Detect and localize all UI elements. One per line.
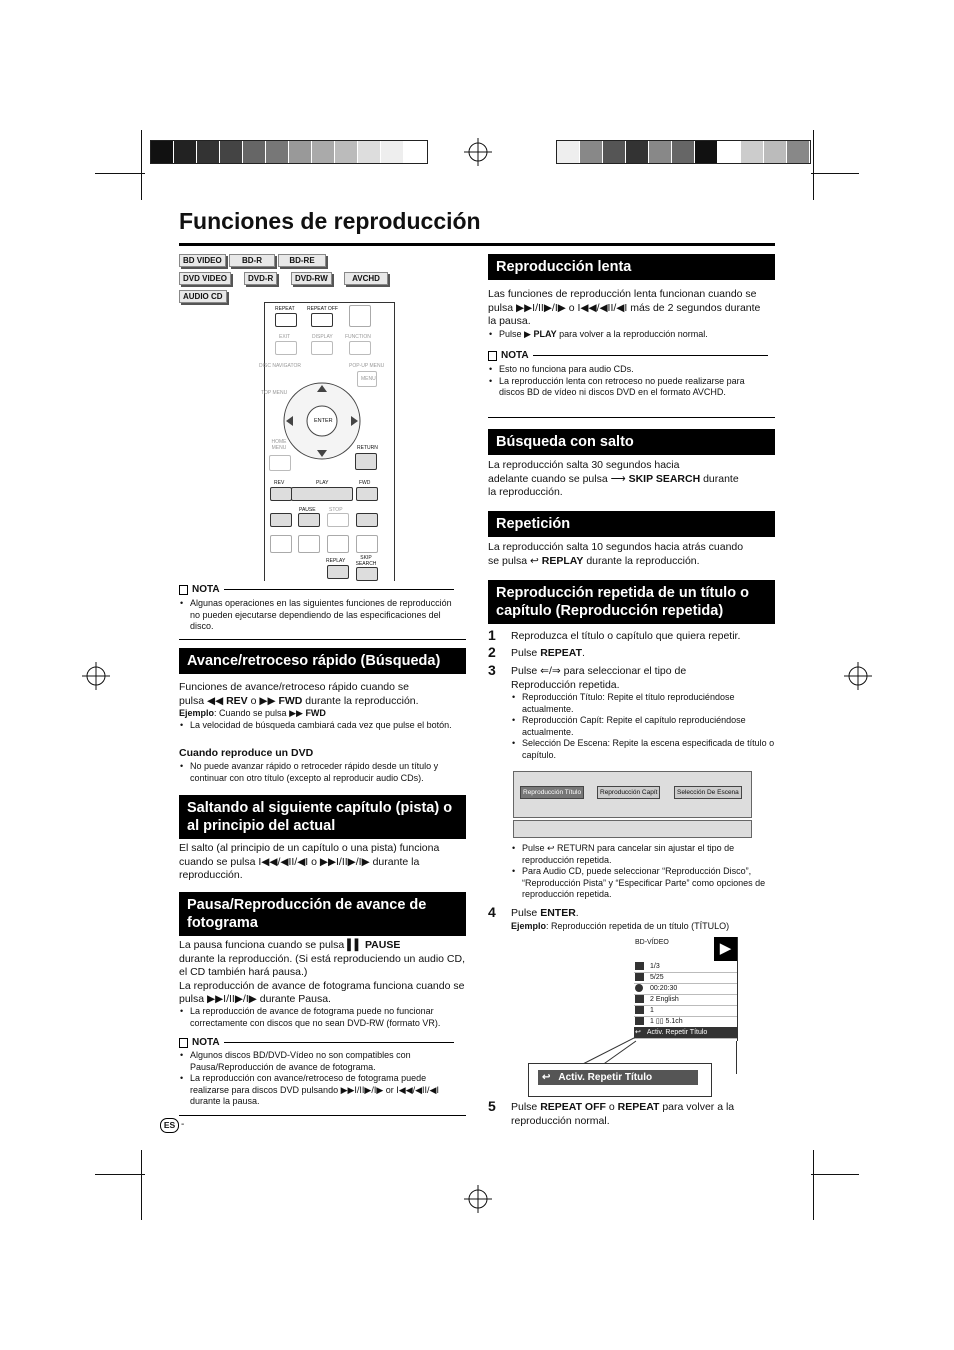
nota-heading xyxy=(179,584,454,595)
remote-label-menu: MENU xyxy=(361,376,376,382)
badge-bd-video: BD VIDEO xyxy=(179,254,226,267)
avance-bullet: • La velocidad de búsqueda cambiará cada vez que pulse el botón. xyxy=(179,720,469,732)
lenta-bullet-post: para volver a la reproducción normal. xyxy=(559,329,708,339)
lenta-text: Las funciones de reproducción lenta funcionan cuando se pulsa ▶▶I/II▶/I▶ o I◀◀/◀II/◀I más de 2 segundos durante la pausa. xyxy=(488,288,761,327)
audio-icon xyxy=(635,995,644,1003)
avance-dvd-list xyxy=(179,761,469,784)
step-4-example xyxy=(511,921,781,933)
remote-label-return: RETURN xyxy=(357,445,378,451)
step-2-pre: Pulse xyxy=(511,647,538,659)
step-3-text: Pulse ⇐/⇒ para seleccionar el tipo de Reproducción repetida. xyxy=(511,665,687,691)
registration-mark xyxy=(844,662,872,690)
crop-mark xyxy=(95,1174,145,1175)
remote-return-button xyxy=(355,453,377,470)
nota-label: NOTA xyxy=(192,1037,220,1048)
saltando-text: El salto (al principio de un capítulo o una pista) funciona cuando se pulsa I◀◀/◀II/◀I o ▶▶I/II▶/I▶ durante la reproducción. xyxy=(179,842,440,881)
language-mark-text: ES xyxy=(163,1120,176,1130)
remote-pause-button xyxy=(298,513,320,527)
avance-example xyxy=(179,708,469,731)
remote-play-button xyxy=(291,487,353,501)
step-number: 5 xyxy=(488,1098,496,1114)
osd-reproduccion-capit: Reproducción Capít xyxy=(597,786,660,799)
avance-dvd-heading: Cuando reproduce un DVD xyxy=(179,747,314,759)
chapter-icon xyxy=(635,973,644,981)
repeat-icon: ↩ xyxy=(542,1072,551,1083)
badge-audio-cd: AUDIO CD xyxy=(179,290,227,303)
step-2-text: Pulse REPEAT. xyxy=(511,647,585,659)
step-number: 1 xyxy=(488,627,496,643)
remote-label-exit: EXIT xyxy=(279,334,291,340)
registration-mark xyxy=(464,138,492,166)
osd-seleccion-escena: Selección De Escena xyxy=(674,786,742,799)
remote-rev-button xyxy=(270,487,292,501)
nota-rule xyxy=(533,355,768,356)
busqueda-skip: SKIP SEARCH xyxy=(628,472,701,485)
crop-mark xyxy=(811,173,859,174)
registration-mark xyxy=(82,662,110,690)
title-icon xyxy=(635,962,644,970)
repeticion-line-1: La reproducción salta 10 segundos hacia atrás cuando xyxy=(488,541,744,553)
nota-item: • Algunas operaciones en las siguientes funciones de reproducción no pueden ejecutarse dependiendo de las especificaciones del disco. xyxy=(179,598,464,633)
remote-next-button xyxy=(356,513,378,527)
section-pausa-header: Pausa/Reproducción de avance de fotograma xyxy=(179,892,466,936)
avance-pre: pulsa ◀◀ xyxy=(179,694,224,707)
note-icon xyxy=(179,585,188,595)
nota-rule xyxy=(224,589,454,590)
avance-post: durante la reproducción. xyxy=(305,694,419,707)
divider xyxy=(179,1115,466,1116)
busqueda-line-2 xyxy=(488,473,778,487)
info-value: 1 ▯▯ 5.1ch xyxy=(650,1018,683,1025)
section-avance-header: Avance/retroceso rápido (Búsqueda) xyxy=(179,648,466,674)
pausa-bullet: • La reproducción de avance de fotograma puede no funcionar correctamente con discos que no sean DVD-RW (formato VR). xyxy=(179,1006,469,1029)
remote-display-button xyxy=(311,341,333,355)
crop-mark xyxy=(813,130,814,200)
registration-mark xyxy=(464,1185,492,1213)
remote-repeat-button xyxy=(275,313,297,327)
step-4-text: Pulse ENTER. xyxy=(511,907,579,919)
nota-rule xyxy=(224,1042,454,1043)
ejemplo-text: : Cuando se pulsa ▶▶ xyxy=(214,708,303,718)
info-value: Activ. Repetir Título xyxy=(646,1029,708,1036)
crop-mark xyxy=(811,1174,859,1175)
nota-label: NOTA xyxy=(501,350,529,361)
callout-label xyxy=(538,1070,698,1085)
remote-home-button xyxy=(269,455,291,471)
repeticion-replay: REPLAY xyxy=(541,554,584,567)
remote-label-stop: STOP xyxy=(329,507,343,513)
section-repeticion-header: Repetición xyxy=(488,511,775,537)
nota-item: • Algunos discos BD/DVD-Vídeo no son compatibles con Pausa/Reproducción de avance de fotograma. xyxy=(179,1050,464,1073)
remote-prev-button xyxy=(270,513,292,527)
avance-fwd: FWD xyxy=(278,694,303,707)
busqueda-post: durante xyxy=(703,472,739,485)
remote-label-top-menu: TOP MENU xyxy=(261,390,288,396)
ejemplo-text: : Reproducción repetida de un título (TÍTULO) xyxy=(546,921,730,931)
info-value: 1 xyxy=(650,1007,654,1014)
repetida-after-list xyxy=(511,843,775,901)
language-mark xyxy=(160,1118,179,1133)
info-panel-pointer-line xyxy=(736,1041,737,1074)
info-header: BD-VÍDEO xyxy=(635,939,669,946)
remote-label-popup-menu: POP-UP MENU xyxy=(349,363,385,369)
note-icon xyxy=(488,351,497,361)
pausa-text xyxy=(179,939,469,1007)
osd-reproduccion-titulo: Reproducción Título xyxy=(520,786,584,799)
step-5-o: o xyxy=(608,1101,615,1113)
step-2-repeat: REPEAT xyxy=(540,647,582,659)
remote-label-repeat-off: REPEAT OFF xyxy=(307,306,338,312)
avance-o: o xyxy=(250,694,257,707)
badge-dvd-rw: DVD-RW xyxy=(291,272,332,285)
step-5-pre: Pulse xyxy=(511,1101,538,1113)
color-bar-left xyxy=(150,140,428,164)
badge-dvd-r: DVD-R xyxy=(244,272,277,285)
repeticion-pre: se pulsa ↩ xyxy=(488,554,539,567)
after-bullet: • Pulse ↩ RETURN para cancelar sin ajustar el tipo de reproducción repetida. xyxy=(511,843,775,866)
remote-blank-button xyxy=(356,535,378,553)
avance-line-2 xyxy=(179,695,469,709)
section-saltando-header: Saltando al siguiente capítulo (pista) o al principio del actual xyxy=(179,795,466,839)
section-busqueda-header: Búsqueda con salto xyxy=(488,429,775,455)
busqueda-line-3: la reproducción. xyxy=(488,486,563,498)
after-bullet: • Para Audio CD, puede seleccionar “Reproducción Disco”, “Reproducción Pista” y “Especificar Parte” como opciones de reproducción repetida. xyxy=(511,866,775,901)
remote-label-disc-navigator: DISC NAVIGATOR xyxy=(259,363,301,369)
step-5-repeat-off: REPEAT OFF xyxy=(540,1101,606,1113)
remote-blank-button xyxy=(327,535,349,553)
badge-dvd-video: DVD VIDEO xyxy=(179,272,231,285)
step-3-bullet: • Reproducción Capít: Repite el capítulo reproduciéndose actualmente. xyxy=(511,715,775,738)
lenta-list xyxy=(488,329,778,341)
remote-fwd-button xyxy=(356,487,378,501)
badge-bd-r: BD-R xyxy=(229,254,275,267)
info-value: 1/3 xyxy=(650,963,660,970)
busqueda-pre: adelante cuando se pulsa ⟶ xyxy=(488,472,626,485)
crop-mark xyxy=(141,130,142,200)
title-rule xyxy=(179,243,775,246)
pausa-list xyxy=(179,1006,469,1029)
repeticion-text xyxy=(488,541,780,568)
remote-blank-button xyxy=(298,535,320,553)
color-bar-right xyxy=(556,140,811,164)
step-5-post: para volver a la reproducción normal. xyxy=(511,1101,735,1127)
avance-line-1: Funciones de avance/retroceso rápido cuando se xyxy=(179,681,409,693)
divider xyxy=(488,417,775,418)
info-value: 00:20:30 xyxy=(650,985,678,992)
avance-example-line xyxy=(179,708,469,720)
busqueda-text xyxy=(488,459,778,500)
repeat-icon: ↩ xyxy=(635,1029,641,1036)
ejemplo-label: Ejemplo xyxy=(179,708,215,718)
remote-label-play: PLAY xyxy=(316,480,329,486)
avance-ff: ▶▶ xyxy=(259,694,276,707)
step-5-repeat: REPEAT xyxy=(617,1101,660,1113)
angle-icon xyxy=(635,1006,644,1014)
clock-icon xyxy=(635,984,643,992)
info-row-active xyxy=(634,1027,737,1039)
step-number: 3 xyxy=(488,662,496,678)
crop-mark xyxy=(141,1150,142,1220)
remote-label-rev: REV xyxy=(274,480,285,486)
remote-exit-button xyxy=(275,341,297,355)
pausa-line-2: durante la reproducción. (Si está reproduciendo un audio CD, el CD también hará pausa.) xyxy=(179,952,466,978)
crop-mark xyxy=(813,1150,814,1220)
lenta-bullet-play: PLAY xyxy=(533,329,557,339)
ejemplo-label: Ejemplo xyxy=(511,921,547,931)
lenta-bullet xyxy=(488,329,778,341)
page-number: - xyxy=(181,1119,185,1130)
remote-skip-search-button xyxy=(356,567,378,581)
remote-repeat-off-button xyxy=(311,313,333,327)
nota-label: NOTA xyxy=(192,584,220,595)
pausa-pre: La pausa funciona cuando se pulsa ▌▌ xyxy=(179,939,363,951)
remote-blank-button xyxy=(349,305,371,327)
step-5-text xyxy=(511,1101,775,1128)
page-title: Funciones de reproducción xyxy=(179,208,481,234)
crop-mark xyxy=(95,173,145,174)
nota-item: • La reproducción con avance/retroceso de fotograma puede realizarse para discos DVD pulsando ▶▶I/II▶/I▶ or I◀◀/◀II/◀I durante la pausa. xyxy=(179,1073,464,1108)
lenta-nota-list xyxy=(488,364,768,399)
nota-item: • Esto no funciona para audio CDs. xyxy=(488,364,768,376)
pausa-line-1 xyxy=(179,939,469,953)
step-3-list xyxy=(511,692,775,761)
avance-rev: REV xyxy=(226,694,248,707)
remote-label-enter: ENTER xyxy=(314,418,333,424)
repeticion-line-2 xyxy=(488,555,780,569)
remote-label-skip-search: SKIP SEARCH xyxy=(355,555,377,567)
step-4-pre: Pulse xyxy=(511,907,538,919)
remote-function-button xyxy=(349,341,371,355)
repeat-osd-bar xyxy=(513,820,752,838)
section-lenta-header: Reproducción lenta xyxy=(488,254,775,280)
busqueda-line-1: La reproducción salta 30 segundos hacia xyxy=(488,459,680,471)
remote-label-home-menu: HOME MENU xyxy=(271,439,287,451)
step-3-bullet: • Reproducción Título: Repite el título reproduciéndose actualmente. xyxy=(511,692,775,715)
badge-bd-re: BD-RE xyxy=(278,254,326,267)
info-panel xyxy=(634,937,738,1041)
nota-item: • La reproducción lenta con retroceso no puede realizarse para discos BD de vídeo ni discos DVD en el formato AVCHD. xyxy=(488,376,768,399)
note-icon xyxy=(179,1038,188,1048)
play-indicator-icon: ▶ xyxy=(714,937,737,961)
divider xyxy=(179,639,466,640)
remote-label-fwd: FWD xyxy=(359,480,371,486)
remote-label-repeat: REPEAT xyxy=(275,306,295,312)
remote-blank-button xyxy=(270,535,292,553)
badge-avchd: AVCHD xyxy=(344,272,388,285)
step-number: 2 xyxy=(488,644,496,660)
step-number: 4 xyxy=(488,904,496,920)
step-4-enter: ENTER xyxy=(540,907,576,919)
remote-illustration xyxy=(259,302,395,581)
step-1-text: Reproduzca el título o capítulo que quiera repetir. xyxy=(511,630,741,642)
avance-text xyxy=(179,681,469,708)
step-3-bullet: • Selección De Escena: Repite la escena especificada de título o capítulo. xyxy=(511,738,775,761)
lenta-bullet-pre: Pulse ▶ xyxy=(499,329,531,339)
nota-heading xyxy=(488,350,768,361)
section-repetida-header: Reproducción repetida de un título o capítulo (Reproducción repetida) xyxy=(488,580,775,624)
remote-label-display: DISPLAY xyxy=(312,334,333,340)
nota-list xyxy=(179,598,464,633)
remote-replay-button xyxy=(327,565,349,579)
info-value: 2 English xyxy=(650,996,679,1003)
pausa-line-3: La reproducción de avance de fotograma funciona cuando se pulsa ▶▶I/II▶/I▶ durante Pausa. xyxy=(179,979,465,1005)
pausa-nota-list xyxy=(179,1050,464,1108)
nota-heading xyxy=(179,1037,454,1048)
remote-label-replay: REPLAY xyxy=(326,558,346,564)
subtitle-icon xyxy=(635,1017,644,1025)
avance-dvd-bullet: • No puede avanzar rápido o retroceder rápido desde un título y continuar con otro título (excepto al reproducir audio CDs). xyxy=(179,761,469,784)
remote-stop-button xyxy=(327,513,349,527)
ejemplo-fwd: FWD xyxy=(305,708,326,718)
info-value: 5/25 xyxy=(650,974,664,981)
pausa-pause: PAUSE xyxy=(364,939,401,951)
remote-label-function: FUNCTION xyxy=(345,334,371,340)
remote-label-pause: PAUSE xyxy=(299,507,316,513)
callout-text: Activ. Repetir Título xyxy=(558,1072,653,1083)
repeticion-post: durante la reproducción. xyxy=(586,554,700,567)
